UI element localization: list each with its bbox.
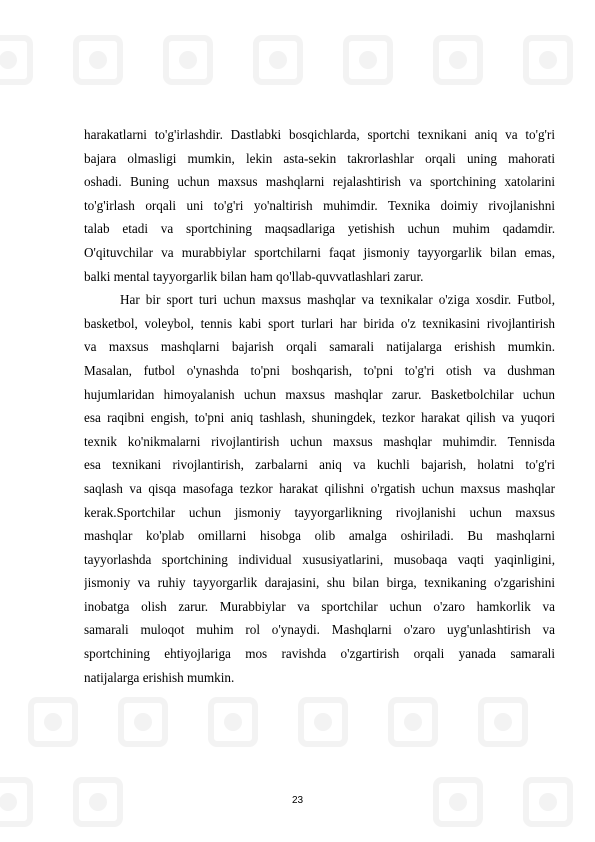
page-number: 23 [291, 795, 304, 806]
text-line: tayyorlashda sportchining individual xususiyatlarini, musobaqa vaqti yaqinligini, [84, 551, 555, 567]
text-line: texnik ko'nikmalarni rivojlantirish uchun maxsus mashqlar muhimdir. Tennisda [84, 433, 555, 449]
page-body [84, 123, 555, 689]
text-line: esa texnikani rivojlantirish, zarbalarni aniq va kuchli bajarish, holatni to'g'ri [84, 457, 555, 473]
text-line: esa raqibni engish, to'pni aniq tashlash, shuningdek, tezkor harakat qilish va yuqori [84, 410, 555, 426]
text-line: oshadi. Buning uchun maxsus mashqlarni rejalashtirish va sportchining xatolarini [84, 174, 555, 190]
text-line: inobatga olish zarur. Murabbiylar va sportchilar uchun o'zaro hamkorlik va [84, 598, 555, 614]
text-line: to'g'irlash orqali uni to'g'ri yo'naltirish muhimdir. Texnika doimiy rivojlanishni [84, 197, 555, 213]
text-line: harakatlarni to'g'irlashdir. Dastlabki bosqichlarda, sportchi texnikani aniq va to'g'ri [84, 127, 555, 142]
text-line: va maxsus mashqlarni bajarish orqali samarali natijalarga erishish mumkin. [84, 339, 555, 355]
paragraph-2 [84, 288, 555, 689]
text-line: natijalarga erishish mumkin. [84, 669, 235, 685]
text-line: basketbol, voleybol, tennis kabi sport turlari har birida o'z texnikasini rivojlantirish [84, 315, 555, 331]
text-line: balki mental tayyorgarlik bilan ham qo'llab-quvvatlashlari zarur. [84, 268, 424, 284]
text-line: Har bir sport turi uchun maxsus mashqlar va texnikalar o'ziga xosdir. Futbol, [120, 292, 555, 308]
text-line: O'qituvchilar va murabbiylar sportchilarni faqat jismoniy tayyorgarlik bilan emas, [84, 244, 555, 260]
paragraph-1 [84, 123, 555, 288]
text-line: mashqlar ko'plab omillarni hisobga olib amalga oshiriladi. Bu mashqlarni [84, 528, 555, 544]
text-line: Masalan, futbol o'ynashda to'pni boshqarish, to'pni to'g'ri otish va dushman [84, 362, 555, 378]
text-line: talab etadi va sportchining maqsadlariga yetishish uchun muhim qadamdir. [84, 221, 555, 237]
text-line: samarali muloqot muhim rol o'ynaydi. Mashqlarni o'zaro uyg'unlashtirish va [84, 622, 555, 638]
text-line: sportchining ehtiyojlariga mos ravishda o'zgartirish orqali yanada samarali [84, 646, 555, 662]
text-line: jismoniy va ruhiy tayyorgarlik darajasini, shu bilan birga, texnikaning o'zgarishini [84, 575, 555, 591]
text-line: kerak.Sportchilar uchun jismoniy tayyorgarlikning rivojlanishi uchun maxsus [84, 504, 555, 520]
text-line: saqlash va qisqa masofaga tezkor harakat qilishni o'rgatish uchun maxsus mashqlar [84, 480, 555, 496]
text-line: hujumlaridan himoyalanish uchun maxsus mashqlar zarur. Basketbolchilar uchun [84, 386, 555, 402]
text-line: bajara olmasligi mumkin, lekin asta-sekin takrorlashlar orqali uning mahorati [84, 150, 555, 166]
